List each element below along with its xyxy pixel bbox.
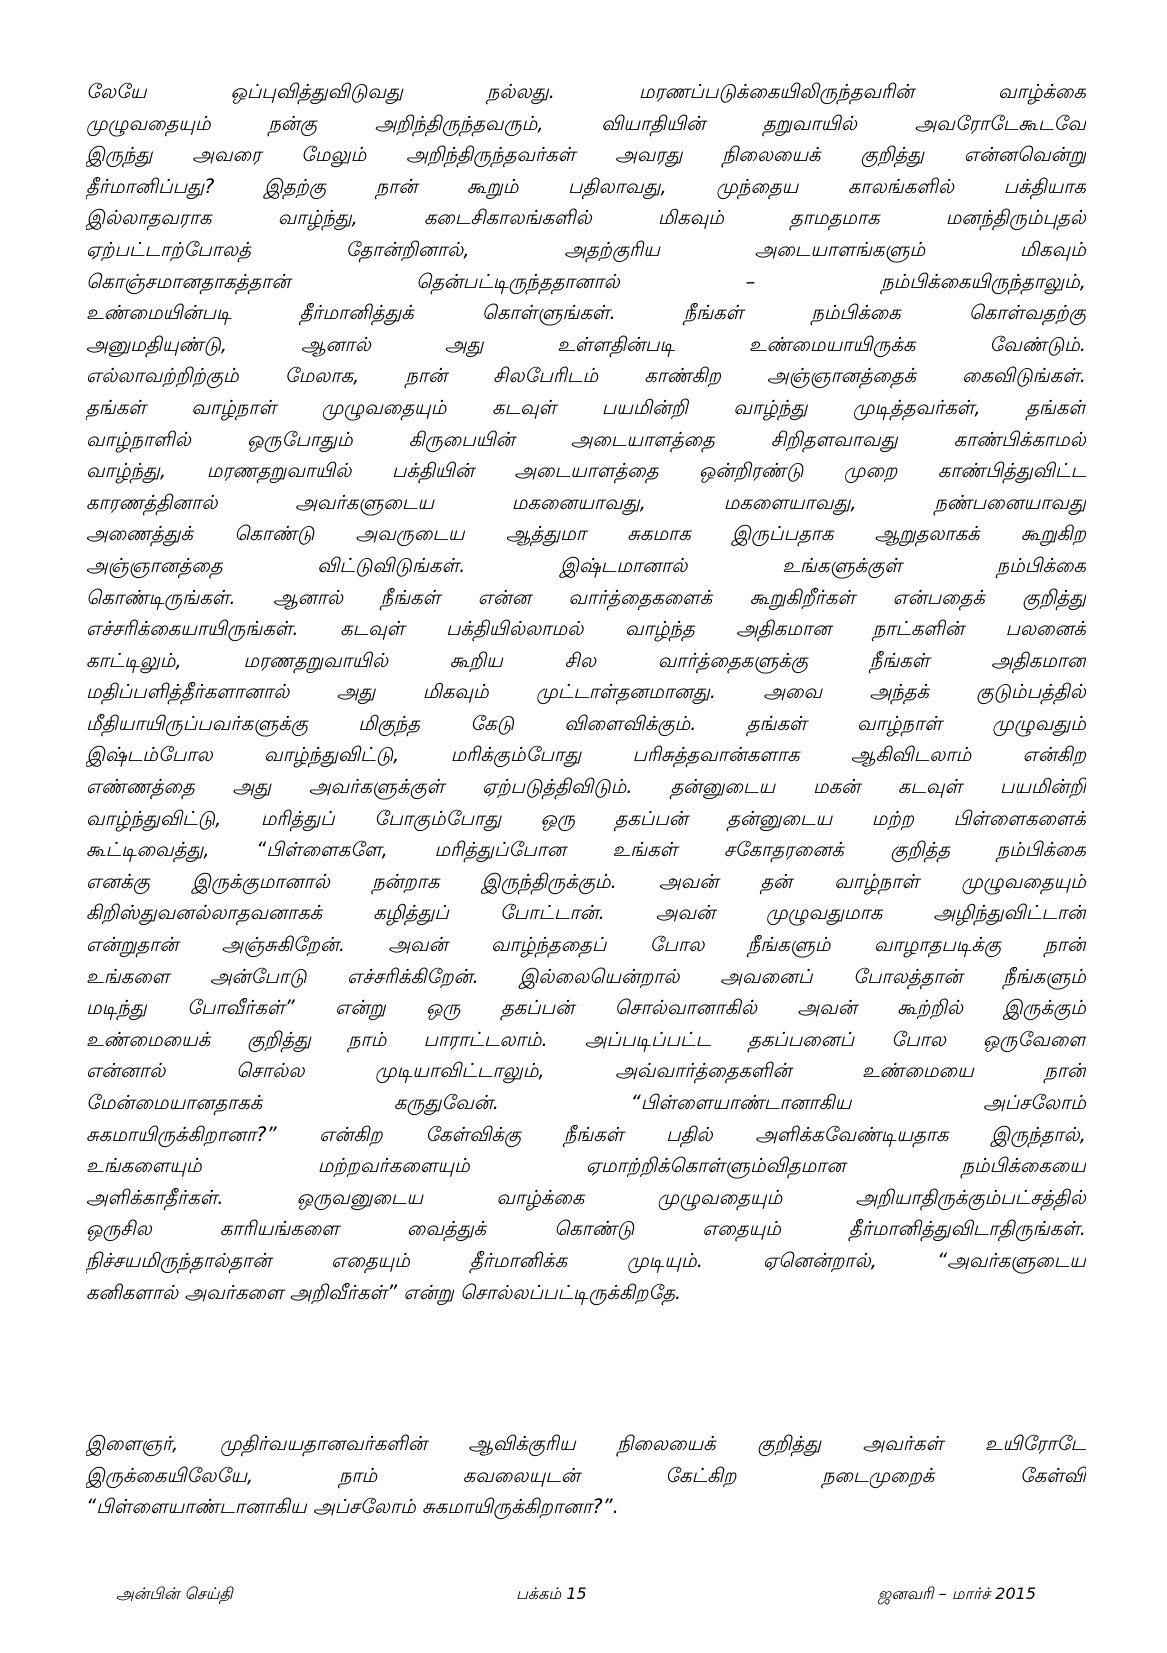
page-footer [116, 1584, 1036, 1610]
text-line: உங்களை அன்போடு எச்சரிக்கிறேன். இல்லையென்றால் அவனைப் போலத்தான் நீங்களும் [86, 964, 1086, 988]
text-line: சுகமாயிருக்கிறானா?” என்கிற கேள்விக்கு நீங்கள் பதில் அளிக்கவேண்டியதாக இருந்தால், [86, 1122, 1086, 1146]
footer-publication-name: அன்பின் செய்தி [116, 1584, 233, 1603]
text-line: என்னால் சொல்ல முடியாவிட்டாலும், அவ்வார்த்தைகளின் உண்மையை நான் [86, 1059, 1086, 1083]
text-line: முழுவதையும் நன்கு அறிந்திருந்தவரும், வியாதியின் தறுவாயில் அவரோடேகூடவே [86, 111, 1086, 135]
text-line: நிச்சயமிருந்தால்தான் எதையும் தீர்மானிக்க முடியும். ஏனென்றால், “அவர்களுடைய [86, 1248, 1086, 1272]
text-line: கிறிஸ்துவனல்லாதவனாகக் கழித்துப் போட்டான். அவன் முழுவதுமாக அழிந்துவிட்டான் [86, 901, 1086, 925]
text-line: “பிள்ளையாண்டானாகிய அப்சலோம் சுகமாயிருக்கிறானா?”. [86, 1495, 619, 1519]
text-line: வாழ்நாளில் ஒருபோதும் கிருபையின் அடையாளத்தை சிறிதளவாவது காண்பிக்காமல் [86, 427, 1086, 451]
text-line: கூட்டிவைத்து, “பிள்ளைகளே, மரித்துப்போன உங்கள் சகோதரனைக் குறித்த நம்பிக்கை [86, 838, 1086, 862]
text-line: காட்டிலும், மரணதறுவாயில் கூறிய சில வார்த்தைகளுக்கு நீங்கள் அதிகமான [86, 648, 1086, 672]
text-line: உண்மையின்படி தீர்மானித்துக் கொள்ளுங்கள். நீங்கள் நம்பிக்கை கொள்வதற்கு [86, 301, 1086, 325]
text-line: எச்சரிக்கையாயிருங்கள். கடவுள் பக்தியில்லாமல் வாழ்ந்த அதிகமான நாட்களின் பலனைக் [86, 617, 1086, 641]
text-line: கொண்டிருங்கள். ஆனால் நீங்கள் என்ன வார்த்தைகளைக் கூறுகிறீர்கள் என்பதைக் குறித்து [86, 585, 1086, 609]
footer-issue-date: ஜனவரி – மார்ச் 2015 [877, 1584, 1036, 1603]
text-line: வாழ்ந்து, மரணதறுவாயில் பக்தியின் அடையாளத்தை ஒன்றிரண்டு முறை காண்பித்துவிட்ட [86, 459, 1086, 483]
text-line: தங்கள் வாழ்நாள் முழுவதையும் கடவுள் பயமின்றி வாழ்ந்து முடித்தவர்கள், தங்கள் [86, 395, 1086, 419]
text-line: இருக்கையிலேயே, நாம் கவலையுடன் கேட்கிற நடைமுறைக் கேள்வி [86, 1463, 1086, 1487]
text-line: கொஞ்சமானதாகத்தான் தென்பட்டிருந்ததானால் – நம்பிக்கையிருந்தாலும், [86, 269, 1086, 293]
text-line: மேன்மையானதாகக் கருதுவேன். “பிள்ளையாண்டானாகிய அப்சலோம் [86, 1091, 1086, 1114]
text-line: அணைத்துக் கொண்டு அவருடைய ஆத்துமா சுகமாக இருப்பதாக ஆறுதலாகக் கூறுகிற [86, 522, 1086, 546]
text-line: வாழ்ந்துவிட்டு, மரித்துப் போகும்போது ஒரு தகப்பன் தன்னுடைய மற்ற பிள்ளைகளைக் [86, 806, 1086, 830]
paragraph-2 [86, 1428, 1086, 1523]
text-line: மதிப்பளித்தீர்களானால் அது மிகவும் முட்டாள்தனமானது. அவை அந்தக் குடும்பத்தில் [86, 680, 1086, 704]
text-line: ஒருசில காரியங்களை வைத்துக் கொண்டு எதையும் தீர்மானித்துவிடாதிருங்கள். [86, 1217, 1086, 1241]
text-line: காரணத்தினால் அவர்களுடைய மகனையாவது, மகளையாவது, நண்பனையாவது [86, 490, 1086, 514]
text-line: இல்லாதவராக வாழ்ந்து, கடைசிகாலங்களில் மிகவும் தாமதமாக மனந்திரும்புதல் [86, 206, 1086, 230]
text-line: உங்களையும் மற்றவர்களையும் ஏமாற்றிக்கொள்ளும்விதமான நம்பிக்கையை [86, 1154, 1086, 1178]
text-line: மீதியாயிருப்பவர்களுக்கு மிகுந்த கேடு விளைவிக்கும். தங்கள் வாழ்நாள் முழுவதும் [86, 711, 1086, 735]
text-line: அஞ்ஞானத்தை விட்டுவிடுங்கள். இஷ்டமானால் உங்களுக்குள் நம்பிக்கை [86, 553, 1086, 577]
text-line: லேயே ஒப்புவித்துவிடுவது நல்லது. மரணப்படுக்கையிலிருந்தவரின் வாழ்க்கை [86, 80, 1086, 103]
text-line: ஏற்பட்டாற்போலத் தோன்றினால், அதற்குரிய அடையாளங்களும் மிகவும் [86, 237, 1086, 261]
text-line: இருந்து அவரை மேலும் அறிந்திருந்தவர்கள் அவரது நிலையைக் குறித்து என்னவென்று [86, 143, 1086, 167]
text-line: இஷ்டம்போல வாழ்ந்துவிட்டு, மரிக்கும்போது பரிசுத்தவான்களாக ஆகிவிடலாம் என்கிற [86, 743, 1086, 767]
text-line: அளிக்காதீர்கள். ஒருவனுடைய வாழ்க்கை முழுவதையும் அறியாதிருக்கும்பட்சத்தில் [86, 1185, 1086, 1209]
paragraph-1 [86, 76, 1086, 1308]
text-line: என்றுதான் அஞ்சுகிறேன். அவன் வாழ்ந்ததைப் போல நீங்களும் வாழாதபடிக்கு நான் [86, 933, 1086, 957]
footer-page-number: பக்கம் 15 [516, 1584, 587, 1603]
text-line: மடிந்து போவீர்கள்” என்று ஒரு தகப்பன் சொல்வானாகில் அவன் கூற்றில் இருக்கும் [86, 996, 1086, 1020]
text-line: எண்ணத்தை அது அவர்களுக்குள் ஏற்படுத்திவிடும். தன்னுடைய மகன் கடவுள் பயமின்றி [86, 775, 1086, 799]
text-line: எல்லாவற்றிற்கும் மேலாக, நான் சிலபேரிடம் காண்கிற அஞ்ஞானத்தைக் கைவிடுங்கள். [86, 364, 1086, 388]
text-line: இளைஞர், முதிர்வயதானவர்களின் ஆவிக்குரிய நிலையைக் குறித்து அவர்கள் உயிரோடே [86, 1432, 1086, 1455]
text-line: கனிகளால் அவர்களை அறிவீர்கள்” என்று சொல்லப்பட்டிருக்கிறதே. [86, 1280, 682, 1304]
text-line: உண்மையைக் குறித்து நாம் பாராட்டலாம். அப்படிப்பட்ட தகப்பனைப் போல ஒருவேளை [86, 1027, 1086, 1051]
text-line: அனுமதியுண்டு, ஆனால் அது உள்ளதின்படி உண்மையாயிருக்க வேண்டும். [86, 332, 1086, 356]
text-line: எனக்கு இருக்குமானால் நன்றாக இருந்திருக்கும். அவன் தன் வாழ்நாள் முழுவதையும் [86, 869, 1086, 893]
text-line: தீர்மானிப்பது? இதற்கு நான் கூறும் பதிலாவது, முந்தைய காலங்களில் பக்தியாக [86, 174, 1086, 198]
